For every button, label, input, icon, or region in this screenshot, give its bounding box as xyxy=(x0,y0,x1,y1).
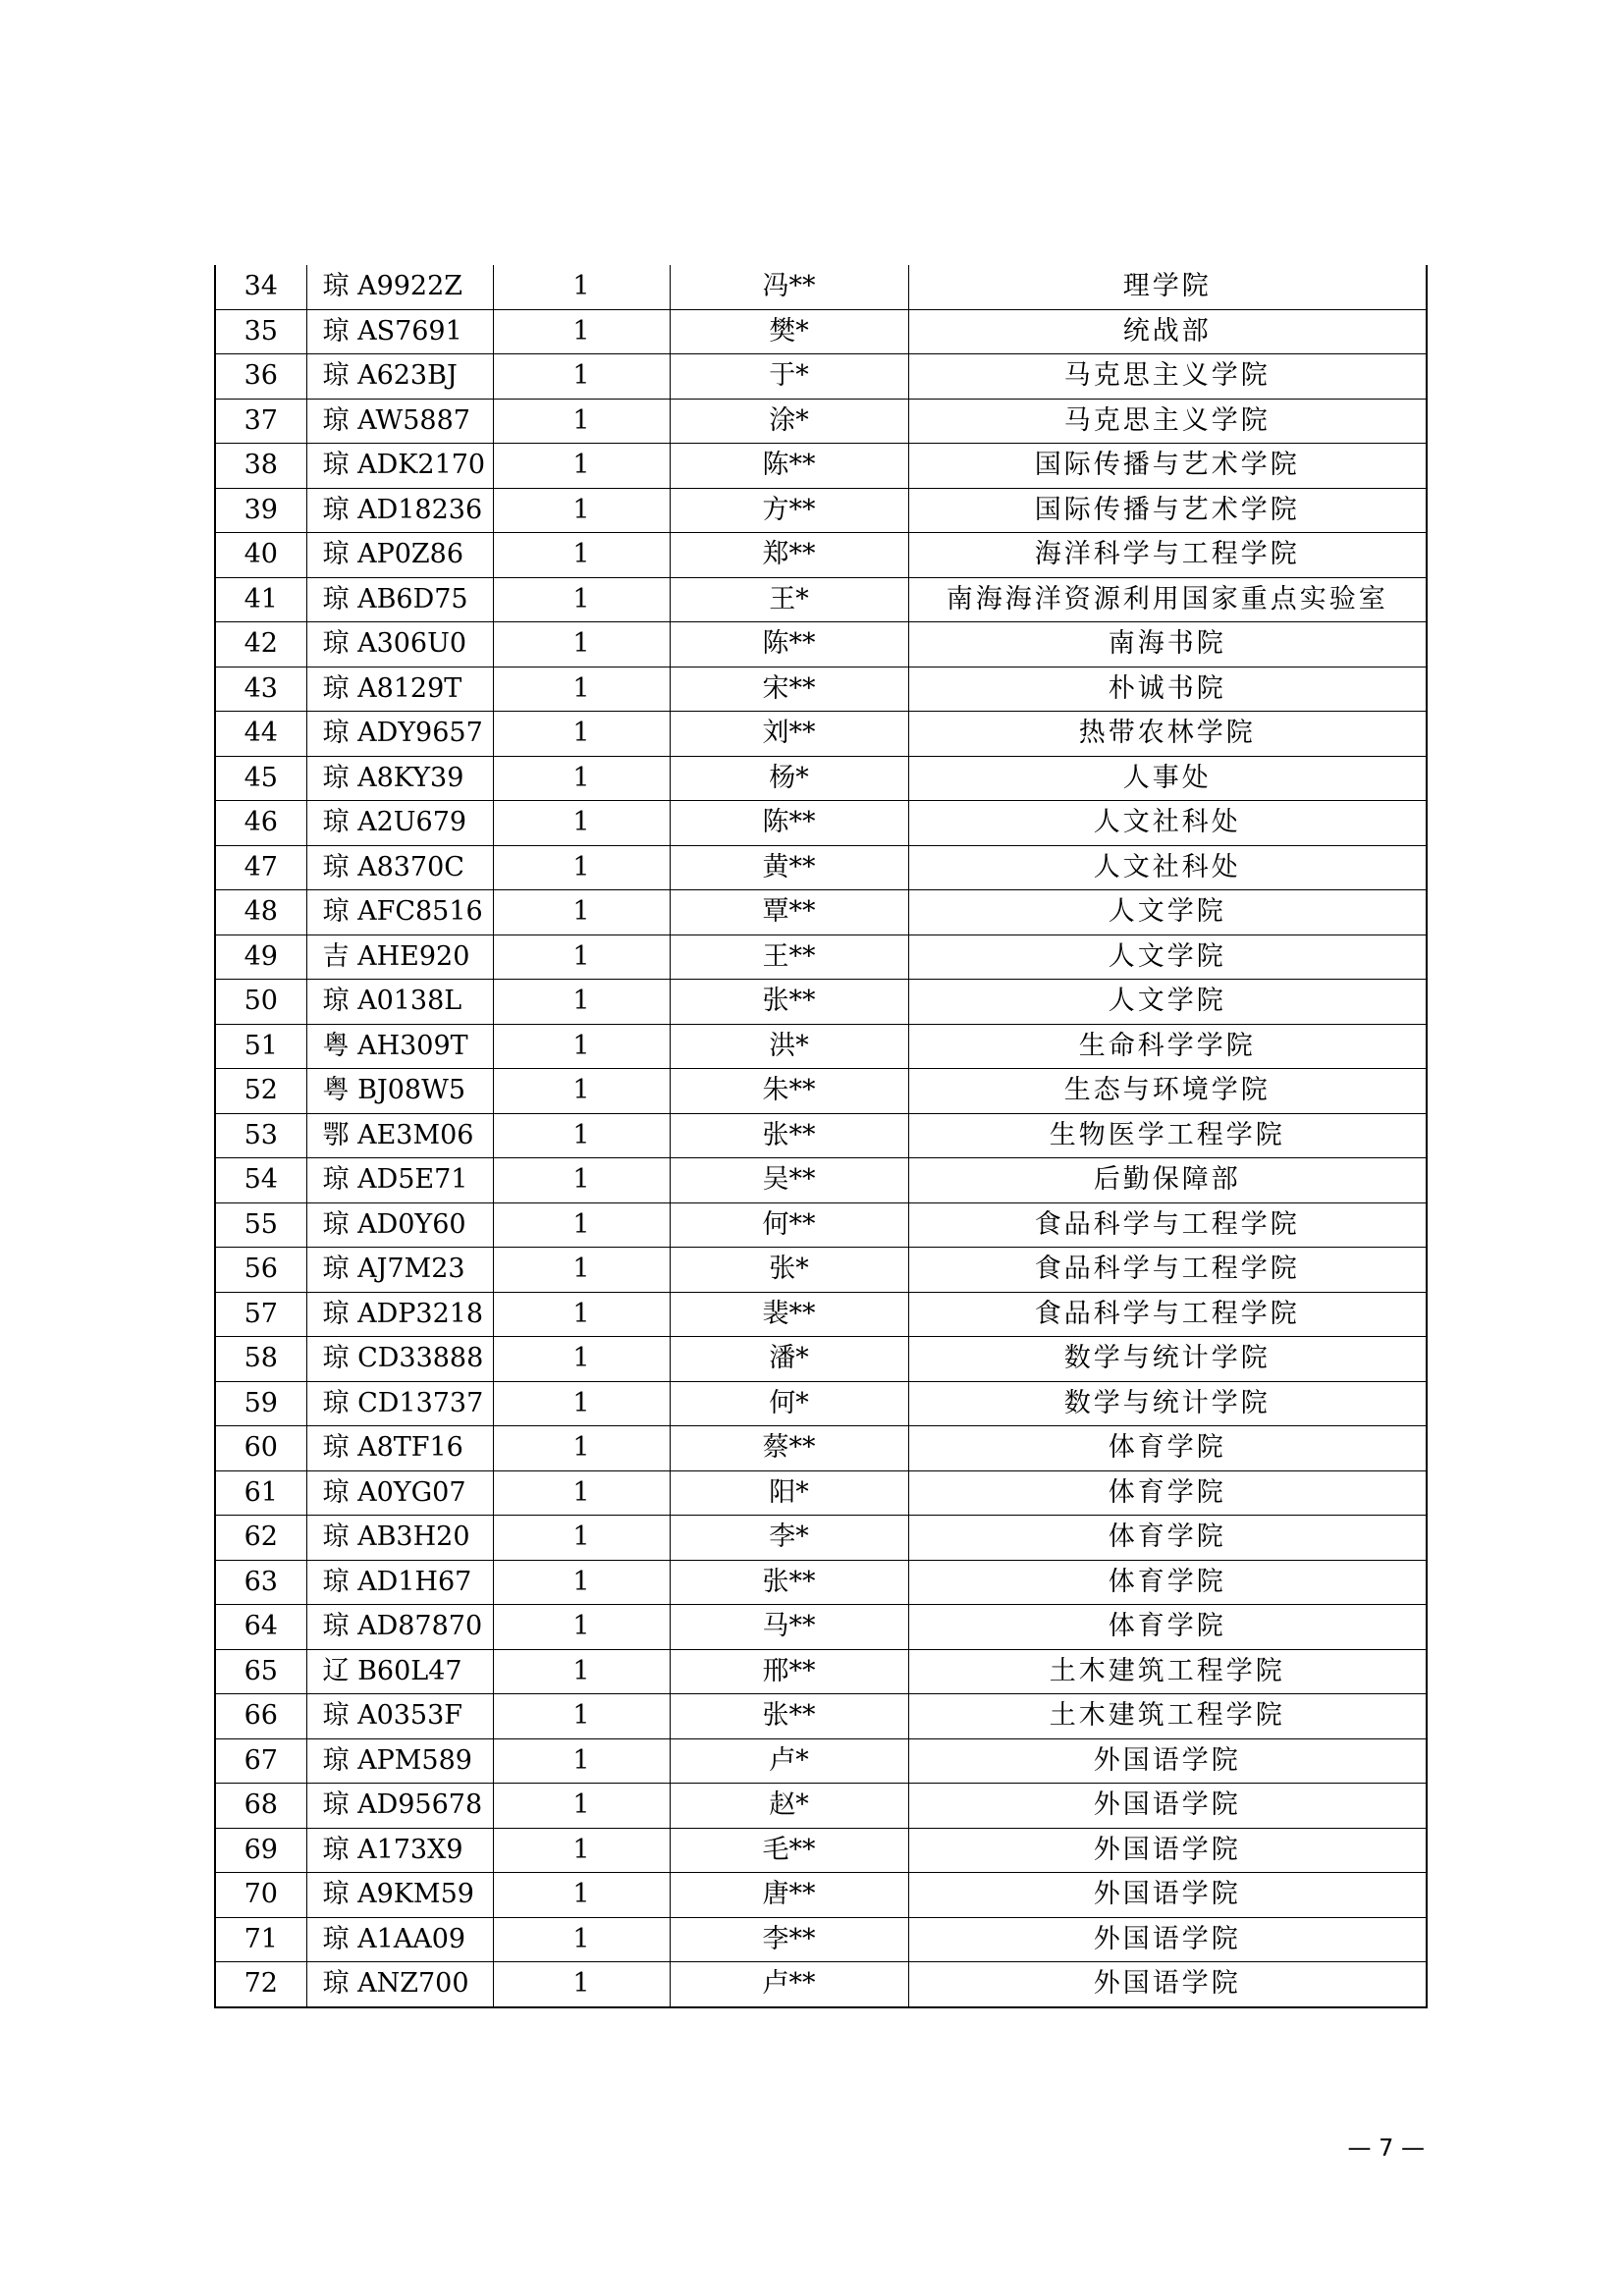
vehicle-count-cell: 1 xyxy=(493,1560,670,1605)
table-row xyxy=(215,890,1427,935)
license-plate-cell: 琼 AP0Z86 xyxy=(306,533,493,578)
row-number-cell: 39 xyxy=(215,488,306,533)
table-row xyxy=(215,1381,1427,1426)
table-row xyxy=(215,845,1427,890)
row-number-cell: 46 xyxy=(215,801,306,846)
owner-name-cell: 马** xyxy=(670,1605,908,1650)
row-number-cell: 34 xyxy=(215,265,306,309)
table-row xyxy=(215,1292,1427,1337)
license-plate-cell: 琼 AFC8516 xyxy=(306,890,493,935)
owner-name-cell: 阳* xyxy=(670,1470,908,1516)
owner-name-cell: 唐** xyxy=(670,1873,908,1918)
license-plate-cell: 琼 AB3H20 xyxy=(306,1516,493,1561)
owner-name-cell: 陈** xyxy=(670,801,908,846)
license-plate-cell: 琼 A9KM59 xyxy=(306,1873,493,1918)
vehicle-count-cell: 1 xyxy=(493,1292,670,1337)
license-plate-cell: 琼 AD18236 xyxy=(306,488,493,533)
department-cell: 南海海洋资源利用国家重点实验室 xyxy=(908,577,1427,622)
page-number: — 7 — xyxy=(1347,2134,1425,2162)
table-row xyxy=(215,1784,1427,1829)
vehicle-count-cell: 1 xyxy=(493,577,670,622)
row-number-cell: 58 xyxy=(215,1337,306,1382)
license-plate-cell: 琼 A1AA09 xyxy=(306,1917,493,1962)
owner-name-cell: 邢** xyxy=(670,1649,908,1694)
row-number-cell: 42 xyxy=(215,622,306,667)
department-cell: 数学与统计学院 xyxy=(908,1337,1427,1382)
license-plate-cell: 琼 A8KY39 xyxy=(306,756,493,801)
owner-name-cell: 赵* xyxy=(670,1784,908,1829)
owner-name-cell: 杨* xyxy=(670,756,908,801)
license-plate-cell: 琼 ADK2170 xyxy=(306,444,493,489)
license-plate-cell: 琼 A9922Z xyxy=(306,265,493,309)
vehicle-count-cell: 1 xyxy=(493,1649,670,1694)
owner-name-cell: 黄** xyxy=(670,845,908,890)
registration-table-body xyxy=(215,265,1427,2007)
license-plate-cell: 琼 A173X9 xyxy=(306,1828,493,1873)
vehicle-count-cell: 1 xyxy=(493,622,670,667)
owner-name-cell: 张** xyxy=(670,1560,908,1605)
vehicle-count-cell: 1 xyxy=(493,1828,670,1873)
license-plate-cell: 吉 AHE920 xyxy=(306,934,493,980)
vehicle-count-cell: 1 xyxy=(493,1470,670,1516)
table-row xyxy=(215,1962,1427,2007)
row-number-cell: 40 xyxy=(215,533,306,578)
table-row xyxy=(215,1248,1427,1293)
owner-name-cell: 卢** xyxy=(670,1962,908,2007)
owner-name-cell: 陈** xyxy=(670,622,908,667)
department-cell: 外国语学院 xyxy=(908,1738,1427,1784)
department-cell: 外国语学院 xyxy=(908,1784,1427,1829)
license-plate-cell: 琼 AW5887 xyxy=(306,399,493,444)
license-plate-cell: 琼 AD1H67 xyxy=(306,1560,493,1605)
vehicle-count-cell: 1 xyxy=(493,1158,670,1203)
department-cell: 土木建筑工程学院 xyxy=(908,1649,1427,1694)
table-row xyxy=(215,1337,1427,1382)
table-row xyxy=(215,712,1427,757)
owner-name-cell: 宋** xyxy=(670,667,908,712)
license-plate-cell: 琼 A8129T xyxy=(306,667,493,712)
row-number-cell: 57 xyxy=(215,1292,306,1337)
owner-name-cell: 樊* xyxy=(670,309,908,354)
table-row xyxy=(215,1694,1427,1739)
vehicle-count-cell: 1 xyxy=(493,1248,670,1293)
row-number-cell: 56 xyxy=(215,1248,306,1293)
row-number-cell: 37 xyxy=(215,399,306,444)
owner-name-cell: 覃** xyxy=(670,890,908,935)
owner-name-cell: 潘* xyxy=(670,1337,908,1382)
row-number-cell: 35 xyxy=(215,309,306,354)
owner-name-cell: 蔡** xyxy=(670,1426,908,1471)
department-cell: 食品科学与工程学院 xyxy=(908,1202,1427,1248)
license-plate-cell: 琼 AD0Y60 xyxy=(306,1202,493,1248)
owner-name-cell: 涂* xyxy=(670,399,908,444)
table-row xyxy=(215,1470,1427,1516)
row-number-cell: 71 xyxy=(215,1917,306,1962)
table-row xyxy=(215,934,1427,980)
owner-name-cell: 卢* xyxy=(670,1738,908,1784)
vehicle-count-cell: 1 xyxy=(493,1605,670,1650)
department-cell: 人文社科处 xyxy=(908,845,1427,890)
department-cell: 后勤保障部 xyxy=(908,1158,1427,1203)
department-cell: 食品科学与工程学院 xyxy=(908,1248,1427,1293)
vehicle-registration-table-page xyxy=(214,265,1426,2037)
department-cell: 国际传播与艺术学院 xyxy=(908,488,1427,533)
table-row xyxy=(215,622,1427,667)
department-cell: 体育学院 xyxy=(908,1605,1427,1650)
license-plate-cell: 琼 A0138L xyxy=(306,980,493,1025)
table-row xyxy=(215,1605,1427,1650)
owner-name-cell: 刘** xyxy=(670,712,908,757)
row-number-cell: 53 xyxy=(215,1113,306,1158)
department-cell: 理学院 xyxy=(908,265,1427,309)
owner-name-cell: 方** xyxy=(670,488,908,533)
department-cell: 马克思主义学院 xyxy=(908,354,1427,400)
owner-name-cell: 裴** xyxy=(670,1292,908,1337)
row-number-cell: 45 xyxy=(215,756,306,801)
row-number-cell: 67 xyxy=(215,1738,306,1784)
department-cell: 海洋科学与工程学院 xyxy=(908,533,1427,578)
vehicle-count-cell: 1 xyxy=(493,1917,670,1962)
row-number-cell: 50 xyxy=(215,980,306,1025)
table-row xyxy=(215,309,1427,354)
vehicle-count-cell: 1 xyxy=(493,1069,670,1114)
department-cell: 统战部 xyxy=(908,309,1427,354)
department-cell: 国际传播与艺术学院 xyxy=(908,444,1427,489)
vehicle-count-cell: 1 xyxy=(493,1694,670,1739)
table-row xyxy=(215,265,1427,309)
table-row xyxy=(215,1828,1427,1873)
owner-name-cell: 张* xyxy=(670,1248,908,1293)
vehicle-count-cell: 1 xyxy=(493,1202,670,1248)
owner-name-cell: 何** xyxy=(670,1202,908,1248)
table-row xyxy=(215,1202,1427,1248)
table-row xyxy=(215,1738,1427,1784)
row-number-cell: 51 xyxy=(215,1024,306,1069)
license-plate-cell: 琼 AD95678 xyxy=(306,1784,493,1829)
vehicle-count-cell: 1 xyxy=(493,1426,670,1471)
owner-name-cell: 洪* xyxy=(670,1024,908,1069)
row-number-cell: 47 xyxy=(215,845,306,890)
license-plate-cell: 琼 APM589 xyxy=(306,1738,493,1784)
owner-name-cell: 张** xyxy=(670,980,908,1025)
license-plate-cell: 琼 A306U0 xyxy=(306,622,493,667)
license-plate-cell: 琼 A8TF16 xyxy=(306,1426,493,1471)
vehicle-count-cell: 1 xyxy=(493,1516,670,1561)
table-row xyxy=(215,980,1427,1025)
row-number-cell: 38 xyxy=(215,444,306,489)
table-row xyxy=(215,1873,1427,1918)
owner-name-cell: 张** xyxy=(670,1694,908,1739)
row-number-cell: 54 xyxy=(215,1158,306,1203)
department-cell: 热带农林学院 xyxy=(908,712,1427,757)
row-number-cell: 62 xyxy=(215,1516,306,1561)
department-cell: 人文学院 xyxy=(908,980,1427,1025)
vehicle-count-cell: 1 xyxy=(493,801,670,846)
owner-name-cell: 冯** xyxy=(670,265,908,309)
vehicle-count-cell: 1 xyxy=(493,1738,670,1784)
owner-name-cell: 李** xyxy=(670,1917,908,1962)
license-plate-cell: 粤 AH309T xyxy=(306,1024,493,1069)
license-plate-cell: 琼 AD5E71 xyxy=(306,1158,493,1203)
department-cell: 生命科学学院 xyxy=(908,1024,1427,1069)
department-cell: 南海书院 xyxy=(908,622,1427,667)
table-row xyxy=(215,756,1427,801)
department-cell: 数学与统计学院 xyxy=(908,1381,1427,1426)
vehicle-count-cell: 1 xyxy=(493,444,670,489)
department-cell: 外国语学院 xyxy=(908,1962,1427,2007)
license-plate-cell: 琼 ANZ700 xyxy=(306,1962,493,2007)
table-row xyxy=(215,354,1427,400)
row-number-cell: 48 xyxy=(215,890,306,935)
row-number-cell: 36 xyxy=(215,354,306,400)
table-row xyxy=(215,1024,1427,1069)
license-plate-cell: 琼 ADY9657 xyxy=(306,712,493,757)
table-row xyxy=(215,488,1427,533)
table-row xyxy=(215,444,1427,489)
owner-name-cell: 于* xyxy=(670,354,908,400)
vehicle-count-cell: 1 xyxy=(493,667,670,712)
license-plate-cell: 琼 CD33888 xyxy=(306,1337,493,1382)
vehicle-count-cell: 1 xyxy=(493,1381,670,1426)
license-plate-cell: 琼 AS7691 xyxy=(306,309,493,354)
row-number-cell: 44 xyxy=(215,712,306,757)
vehicle-count-cell: 1 xyxy=(493,712,670,757)
vehicle-count-cell: 1 xyxy=(493,845,670,890)
vehicle-count-cell: 1 xyxy=(493,1024,670,1069)
department-cell: 生物医学工程学院 xyxy=(908,1113,1427,1158)
table-row xyxy=(215,1113,1427,1158)
row-number-cell: 41 xyxy=(215,577,306,622)
vehicle-count-cell: 1 xyxy=(493,399,670,444)
row-number-cell: 72 xyxy=(215,1962,306,2007)
vehicle-count-cell: 1 xyxy=(493,934,670,980)
owner-name-cell: 张** xyxy=(670,1113,908,1158)
row-number-cell: 60 xyxy=(215,1426,306,1471)
table-row xyxy=(215,1069,1427,1114)
table-row xyxy=(215,801,1427,846)
table-row xyxy=(215,399,1427,444)
table-row xyxy=(215,1516,1427,1561)
department-cell: 土木建筑工程学院 xyxy=(908,1694,1427,1739)
department-cell: 人文学院 xyxy=(908,934,1427,980)
vehicle-count-cell: 1 xyxy=(493,890,670,935)
license-plate-cell: 粤 BJ08W5 xyxy=(306,1069,493,1114)
row-number-cell: 52 xyxy=(215,1069,306,1114)
row-number-cell: 69 xyxy=(215,1828,306,1873)
row-number-cell: 64 xyxy=(215,1605,306,1650)
vehicle-count-cell: 1 xyxy=(493,488,670,533)
department-cell: 朴诚书院 xyxy=(908,667,1427,712)
owner-name-cell: 朱** xyxy=(670,1069,908,1114)
department-cell: 人文社科处 xyxy=(908,801,1427,846)
license-plate-cell: 琼 AJ7M23 xyxy=(306,1248,493,1293)
department-cell: 人事处 xyxy=(908,756,1427,801)
table-row xyxy=(215,667,1427,712)
department-cell: 外国语学院 xyxy=(908,1828,1427,1873)
owner-name-cell: 李* xyxy=(670,1516,908,1561)
license-plate-cell: 琼 A623BJ xyxy=(306,354,493,400)
license-plate-cell: 琼 A0353F xyxy=(306,1694,493,1739)
vehicle-count-cell: 1 xyxy=(493,1113,670,1158)
row-number-cell: 63 xyxy=(215,1560,306,1605)
row-number-cell: 70 xyxy=(215,1873,306,1918)
license-plate-cell: 鄂 AE3M06 xyxy=(306,1113,493,1158)
department-cell: 外国语学院 xyxy=(908,1873,1427,1918)
table-row xyxy=(215,1426,1427,1471)
table-row xyxy=(215,1560,1427,1605)
row-number-cell: 61 xyxy=(215,1470,306,1516)
row-number-cell: 65 xyxy=(215,1649,306,1694)
row-number-cell: 49 xyxy=(215,934,306,980)
vehicle-count-cell: 1 xyxy=(493,756,670,801)
row-number-cell: 68 xyxy=(215,1784,306,1829)
vehicle-count-cell: 1 xyxy=(493,1784,670,1829)
license-plate-cell: 琼 ADP3218 xyxy=(306,1292,493,1337)
vehicle-count-cell: 1 xyxy=(493,1337,670,1382)
department-cell: 体育学院 xyxy=(908,1516,1427,1561)
owner-name-cell: 王* xyxy=(670,577,908,622)
department-cell: 体育学院 xyxy=(908,1470,1427,1516)
license-plate-cell: 琼 AD87870 xyxy=(306,1605,493,1650)
row-number-cell: 55 xyxy=(215,1202,306,1248)
table-row xyxy=(215,1649,1427,1694)
owner-name-cell: 陈** xyxy=(670,444,908,489)
license-plate-cell: 琼 A2U679 xyxy=(306,801,493,846)
department-cell: 人文学院 xyxy=(908,890,1427,935)
row-number-cell: 59 xyxy=(215,1381,306,1426)
owner-name-cell: 郑** xyxy=(670,533,908,578)
department-cell: 外国语学院 xyxy=(908,1917,1427,1962)
license-plate-cell: 琼 CD13737 xyxy=(306,1381,493,1426)
owner-name-cell: 王** xyxy=(670,934,908,980)
vehicle-count-cell: 1 xyxy=(493,533,670,578)
vehicle-count-cell: 1 xyxy=(493,309,670,354)
table-row xyxy=(215,577,1427,622)
vehicle-count-cell: 1 xyxy=(493,1962,670,2007)
vehicle-count-cell: 1 xyxy=(493,980,670,1025)
department-cell: 食品科学与工程学院 xyxy=(908,1292,1427,1337)
license-plate-cell: 辽 B60L47 xyxy=(306,1649,493,1694)
vehicle-count-cell: 1 xyxy=(493,265,670,309)
vehicle-count-cell: 1 xyxy=(493,354,670,400)
department-cell: 马克思主义学院 xyxy=(908,399,1427,444)
license-plate-cell: 琼 A8370C xyxy=(306,845,493,890)
row-number-cell: 43 xyxy=(215,667,306,712)
department-cell: 体育学院 xyxy=(908,1560,1427,1605)
license-plate-cell: 琼 AB6D75 xyxy=(306,577,493,622)
row-number-cell: 66 xyxy=(215,1694,306,1739)
vehicle-count-cell: 1 xyxy=(493,1873,670,1918)
department-cell: 生态与环境学院 xyxy=(908,1069,1427,1114)
owner-name-cell: 毛** xyxy=(670,1828,908,1873)
table-row xyxy=(215,533,1427,578)
table-row xyxy=(215,1158,1427,1203)
owner-name-cell: 吴** xyxy=(670,1158,908,1203)
registration-table xyxy=(214,265,1428,2008)
owner-name-cell: 何* xyxy=(670,1381,908,1426)
department-cell: 体育学院 xyxy=(908,1426,1427,1471)
license-plate-cell: 琼 A0YG07 xyxy=(306,1470,493,1516)
table-row xyxy=(215,1917,1427,1962)
